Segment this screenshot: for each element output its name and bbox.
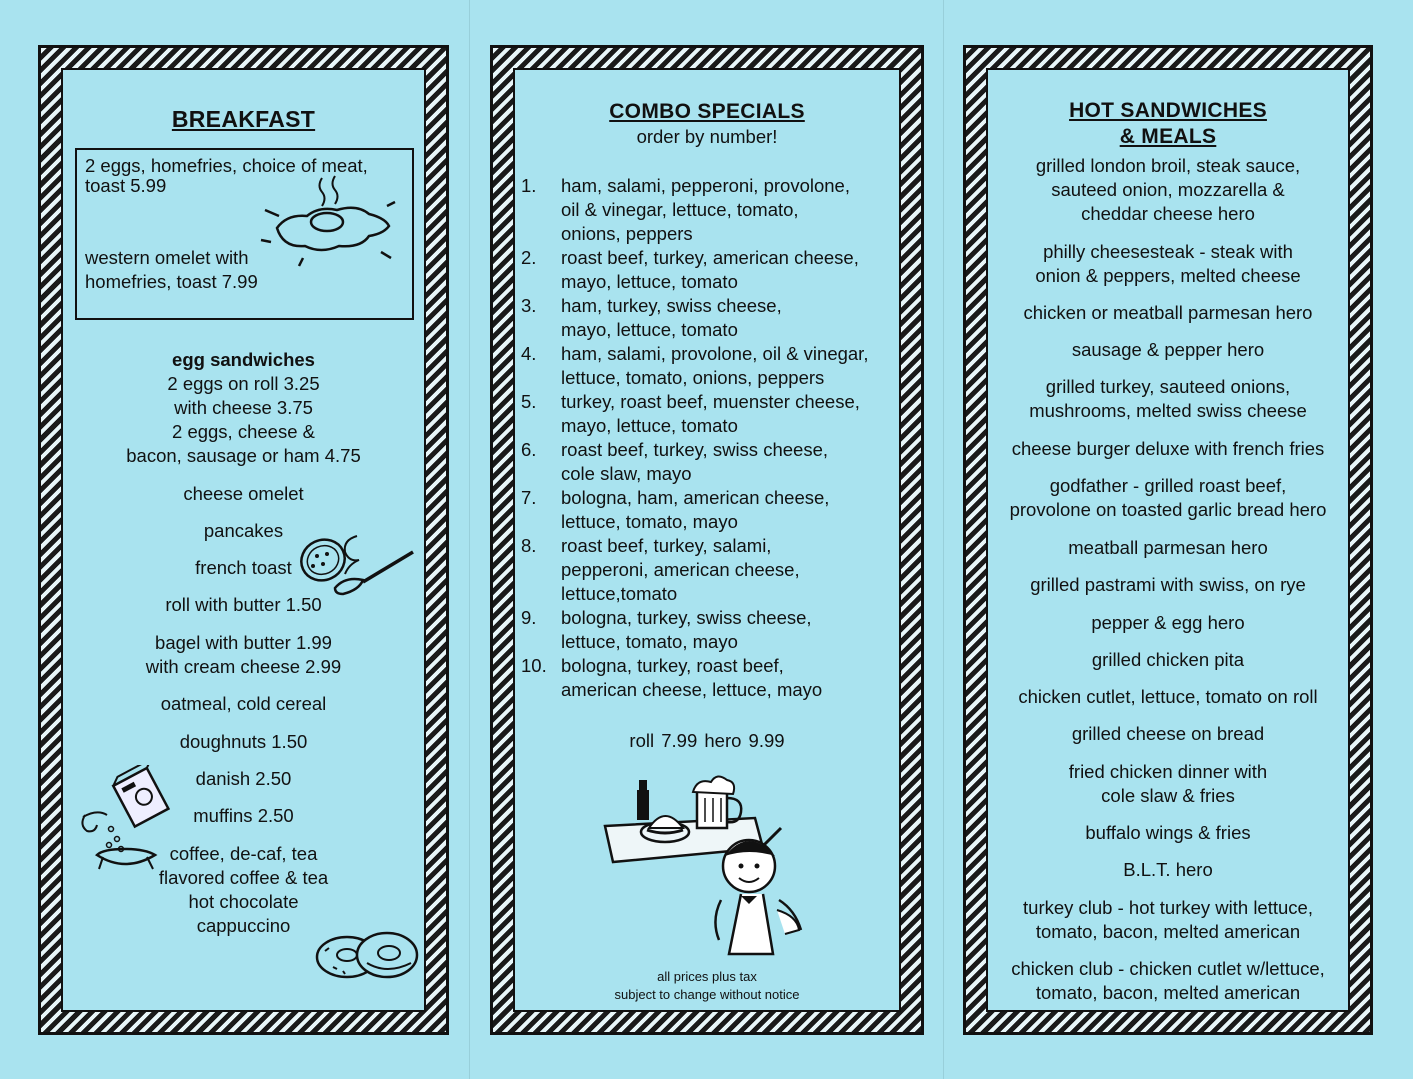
hot-item-line: provolone on toasted garlic bread hero <box>1009 499 1327 520</box>
breakfast-item: bagel with butter 1.99 <box>155 632 332 653</box>
egg-sandwich-line: bacon, sausage or ham 4.75 <box>126 445 361 466</box>
combo-description <box>561 174 901 246</box>
combo-number: 3. <box>521 295 537 316</box>
breakfast-title: BREAKFAST <box>171 106 316 132</box>
hot-item <box>988 338 1348 362</box>
combo-item <box>521 438 901 486</box>
combo-line: lettuce, tomato, mayo <box>561 631 738 652</box>
footer-change-note: subject to change without notice <box>614 987 800 1002</box>
cereal-box-icon <box>73 765 183 875</box>
hot-item-line: godfather - grilled roast beef, <box>1049 475 1287 496</box>
breakfast-item: oatmeal, cold cereal <box>160 693 327 714</box>
combo-line: ham, turkey, swiss cheese, <box>561 295 782 316</box>
breakfast-item: cappuccino <box>196 915 291 936</box>
combo-number: 4. <box>521 343 537 364</box>
combo-description <box>561 534 901 606</box>
breakfast-item: with cream cheese 2.99 <box>145 656 342 677</box>
egg-sandwiches-heading: egg sandwiches <box>172 349 315 370</box>
combo-description <box>561 654 901 702</box>
combo-item <box>521 486 901 534</box>
hot-item-line: tomato, bacon, melted american <box>1035 982 1301 1003</box>
combo-line: american cheese, lettuce, mayo <box>561 679 823 700</box>
footer-tax-note: all prices plus tax <box>657 969 757 984</box>
breakfast-panel-inner <box>61 68 426 1012</box>
fold-line-right <box>943 0 944 1079</box>
combo-number: 5. <box>521 391 537 412</box>
combo-line: roast beef, turkey, salami, <box>561 535 772 556</box>
hot-item-line: sausage & pepper hero <box>1071 339 1265 360</box>
hot-item-line: buffalo wings & fries <box>1085 822 1251 843</box>
hot-sandwiches-panel-inner <box>986 68 1350 1012</box>
combo-line: bologna, turkey, roast beef, <box>561 655 784 676</box>
waiter-tray-icon <box>601 770 811 960</box>
breakfast-item: hot chocolate <box>188 891 299 912</box>
combo-number: 7. <box>521 487 537 508</box>
hot-item <box>988 573 1348 597</box>
hot-item-line: chicken club - chicken cutlet w/lettuce, <box>1011 958 1325 979</box>
hot-item-line: sauteed onion, mozzarella & <box>1051 179 1285 200</box>
combo-description <box>561 486 901 534</box>
combo-line: roast beef, turkey, swiss cheese, <box>561 439 828 460</box>
breakfast-item: coffee, de-caf, tea <box>169 843 318 864</box>
combo-line: mayo, lettuce, tomato <box>561 415 738 436</box>
combo-panel-inner <box>513 68 901 1012</box>
combo-item <box>521 246 901 294</box>
breakfast-item: danish 2.50 <box>195 768 292 789</box>
egg-sandwich-line: 2 eggs, cheese & <box>172 421 315 442</box>
combo-line: roast beef, turkey, american cheese, <box>561 247 859 268</box>
breakfast-special-box <box>75 148 414 320</box>
breakfast-box-line: 2 eggs, homefries, choice of meat, <box>85 155 368 176</box>
combo-item <box>521 342 901 390</box>
hot-item-line: grilled chicken pita <box>1091 649 1245 670</box>
combo-line: turkey, roast beef, muenster cheese, <box>561 391 860 412</box>
hot-item <box>988 760 1348 808</box>
egg-sandwich-line: with cheese 3.75 <box>174 397 313 418</box>
combo-line: lettuce, tomato, mayo <box>561 511 738 532</box>
combo-item <box>521 606 901 654</box>
hot-item <box>988 957 1348 1005</box>
fried-egg-icon <box>257 170 407 270</box>
breakfast-panel <box>38 45 449 1035</box>
hot-item <box>988 154 1348 226</box>
combo-number: 1. <box>521 175 537 196</box>
combo-item <box>521 534 901 606</box>
combo-line: bologna, turkey, swiss cheese, <box>561 607 812 628</box>
hot-item <box>988 722 1348 746</box>
breakfast-item: muffins 2.50 <box>193 805 294 826</box>
combo-number: 9. <box>521 607 537 628</box>
hot-item-line: grilled cheese on bread <box>1071 723 1265 744</box>
hot-item-line: philly cheesesteak - steak with <box>1043 241 1293 262</box>
hot-item <box>988 858 1348 882</box>
combo-description <box>561 606 901 654</box>
hot-item-line: pepper & egg hero <box>1091 612 1245 633</box>
hot-sandwiches-panel <box>963 45 1373 1035</box>
hot-item-line: B.L.T. hero <box>1123 859 1213 880</box>
combo-line: oil & vinegar, lettuce, tomato, <box>561 199 799 220</box>
hot-item-line: fried chicken dinner with <box>1068 761 1268 782</box>
hot-item <box>988 611 1348 635</box>
hot-item-line: cheddar cheese hero <box>1081 203 1255 224</box>
hot-item-line: tomato, bacon, melted american <box>1035 921 1301 942</box>
combo-line: bologna, ham, american cheese, <box>561 487 830 508</box>
hot-item-line: chicken or meatball parmesan hero <box>1023 302 1313 323</box>
breakfast-box-line: western omelet with <box>85 247 249 268</box>
combo-line: pepperoni, american cheese, <box>561 559 800 580</box>
combo-subtitle: order by number! <box>636 126 778 147</box>
combo-line: ham, salami, pepperoni, provolone, <box>561 175 850 196</box>
breakfast-box-line: homefries, toast 7.99 <box>85 271 258 292</box>
breakfast-item: doughnuts 1.50 <box>179 731 308 752</box>
combo-line: onions, peppers <box>561 223 693 244</box>
hot-item <box>988 301 1348 325</box>
donut-icon <box>313 925 423 985</box>
hot-item-line: meatball parmesan hero <box>1068 537 1268 558</box>
combo-line: ham, salami, provolone, oil & vinegar, <box>561 343 869 364</box>
combo-number: 10. <box>521 655 547 676</box>
hot-sandwiches-title <box>988 98 1348 150</box>
hot-item-line: cheese burger deluxe with french fries <box>1011 438 1325 459</box>
breakfast-item: roll with butter 1.50 <box>165 594 322 615</box>
breakfast-item: pancakes <box>203 520 284 541</box>
breakfast-item: flavored coffee & tea <box>158 867 329 888</box>
hot-item-line: onion & peppers, melted cheese <box>1035 265 1301 286</box>
combo-prices: roll 7.99 hero 9.99 <box>629 730 785 751</box>
hot-item-line: grilled turkey, sauteed onions, <box>1045 376 1291 397</box>
breakfast-item: cheese omelet <box>183 483 304 504</box>
combo-number: 8. <box>521 535 537 556</box>
combo-title: COMBO SPECIALS <box>609 100 805 123</box>
hot-item-line: mushrooms, melted swiss cheese <box>1029 400 1307 421</box>
hot-item <box>988 437 1348 461</box>
fold-line-left <box>469 0 470 1079</box>
combo-item <box>521 654 901 702</box>
hot-item <box>988 536 1348 560</box>
combo-line: cole slaw, mayo <box>561 463 692 484</box>
combo-line: lettuce, tomato, onions, peppers <box>561 367 825 388</box>
combo-line: mayo, lettuce, tomato <box>561 319 738 340</box>
hot-item-line: turkey club - hot turkey with lettuce, <box>1023 897 1313 918</box>
combo-number: 2. <box>521 247 537 268</box>
hot-item <box>988 685 1348 709</box>
egg-sandwich-line: 2 eggs on roll 3.25 <box>167 373 320 394</box>
combo-item <box>521 174 901 246</box>
breakfast-box-line: toast 5.99 <box>85 175 167 196</box>
combo-description <box>561 342 901 390</box>
hot-item <box>988 240 1348 288</box>
hot-item <box>988 896 1348 944</box>
hot-item <box>988 821 1348 845</box>
hot-item <box>988 648 1348 672</box>
hot-title-line2: & MEALS <box>1119 125 1217 148</box>
breakfast-item: french toast <box>195 557 292 578</box>
hot-item <box>988 474 1348 522</box>
hot-item-line: cole slaw & fries <box>1101 785 1235 806</box>
combo-footer <box>515 968 899 1004</box>
hot-item-line: grilled london broil, steak sauce, <box>1035 155 1301 176</box>
combo-description <box>561 294 901 342</box>
combo-line: mayo, lettuce, tomato <box>561 271 738 292</box>
combo-item <box>521 294 901 342</box>
pancake-spatula-icon <box>295 530 425 600</box>
combo-description <box>561 438 901 486</box>
hot-item-line: grilled pastrami with swiss, on rye <box>1030 574 1306 595</box>
combo-description <box>561 246 901 294</box>
hot-item <box>988 375 1348 423</box>
combo-line: lettuce,tomato <box>561 583 678 604</box>
combo-item <box>521 390 901 438</box>
hot-item-line: chicken cutlet, lettuce, tomato on roll <box>1018 686 1318 707</box>
combo-panel <box>490 45 924 1035</box>
hot-title-line1: HOT SANDWICHES <box>1069 99 1267 122</box>
combo-description <box>561 390 901 438</box>
combo-number: 6. <box>521 439 537 460</box>
